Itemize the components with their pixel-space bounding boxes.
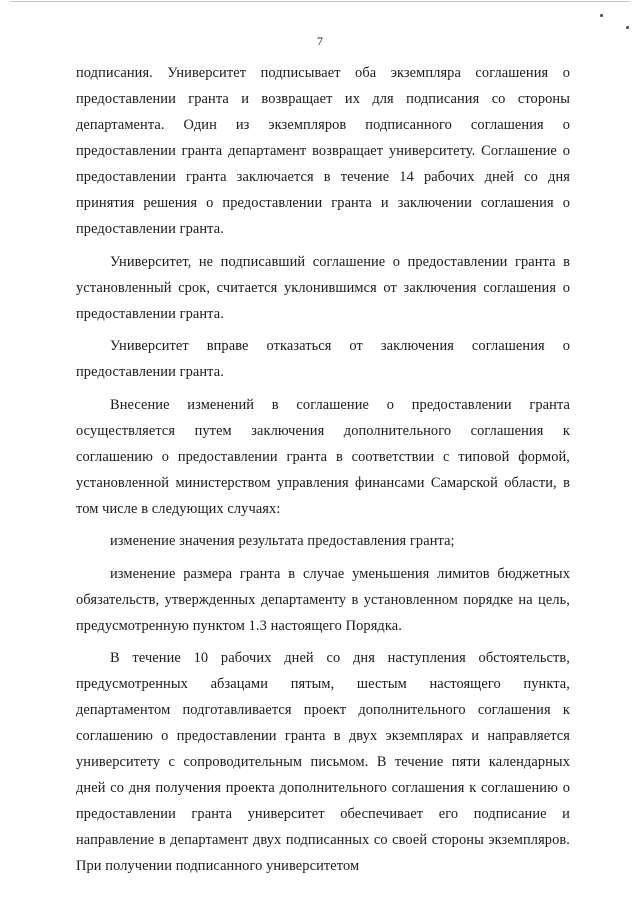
scan-speck [600,14,603,17]
page-number: 7 [317,34,323,48]
paragraph: В течение 10 рабочих дней со дня наступления обстоятельств, предусмотренных абзацами пятым, шестым настоящего пункта, департаментом подготавливается проект дополнительного соглашения к соглашению о предоставлении гранта в двух экземплярах и направляется университету с сопроводительным письмом. В течение пяти календарных дней со дня получения проекта дополнительного соглашения к соглашению о предоставлении гранта университет обеспечивает его подписание и направление в департамент двух подписанных со своей стороны экземпляров. При получении подписанного университетом [76,650,570,874]
paragraph: изменение размера гранта в случае уменьшения лимитов бюджетных обязательств, утвержденных департаменту в установленном порядке на цель, предусмотренную пунктом 1.3 настоящего Порядка. [76,565,570,634]
scan-top-edge [10,1,630,2]
scan-speck [626,26,629,29]
paragraph: подписания. Университет подписывает оба экземпляра соглашения о предоставлении гранта и возвращает их для подписания со стороны департамента. Один из экземпляров подписанного соглашения о предоставлении гранта департамент возвращает университету. Соглашение о предоставлении гранта заключается в течение 14 рабочих дней со дня принятия решения о предоставлении гранта и заключении соглашения о предоставлении гранта. [76,65,570,237]
document-body [76,60,570,886]
paragraph: Университет, не подписавший соглашение о предоставлении гранта в установленный срок, считается уклонившимся от заключения соглашения о предоставлении гранта. [76,253,570,322]
paragraph: Внесение изменений в соглашение о предоставлении гранта осуществляется путем заключения дополнительного соглашения к соглашению о предоставлении гранта в соответствии с типовой формой, установленной министерством управления финансами Самарской области, в том числе в следующих случаях: [76,396,570,517]
paragraph: Университет вправе отказаться от заключения соглашения о предоставлении гранта. [76,338,570,380]
paragraph: изменение значения результата предоставления гранта; [110,533,455,549]
